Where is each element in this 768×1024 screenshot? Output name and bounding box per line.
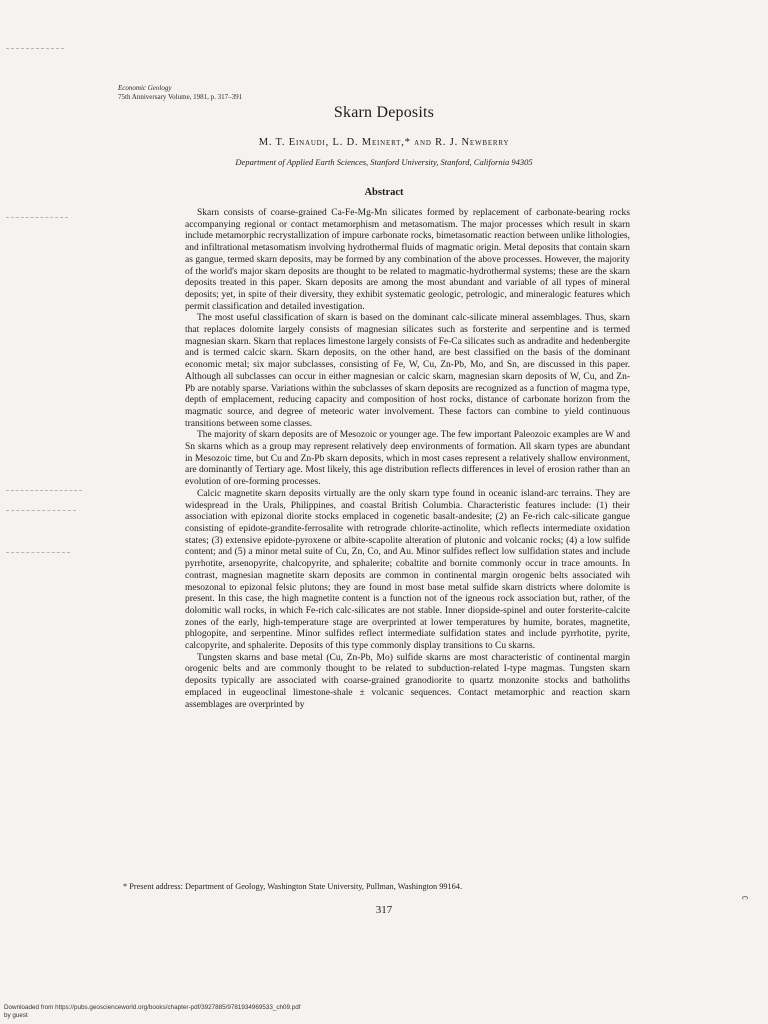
abstract-paragraph: The majority of skarn deposits are of Mesozoic or younger age. The few important Paleozoic examples are W and Sn skarns which as a group may represent relatively deep environments of formation. All skarn types are abundant in Mesozoic time, but Cu and Zn-Pb skarn deposits, which in most cases represent a relatively shallow environment, are dominantly of Tertiary age. Most likely, this age distribution reflects differences in level of erosion rather than an evolution of ore-forming processes. <box>185 430 630 488</box>
abstract-paragraph: Calcic magnetite skarn deposits virtually are the only skarn type found in oceanic island-arc terrains. They are widespread in the Urals, Philippines, and coastal British Columbia. Characteristic features include: (1) their association with epizonal diorite stocks emplaced in cogenetic basalt-andesite; (2) an Fe-rich calc-silicate gangue consisting of epidote-grandite-ferrosalite with retrograde chlorite-actinolite, which reflects intermediate oxidation states; (3) extensive epidote-pyroxene or albite-scapolite alteration of plutonic and volcanic rocks; (4) a low sulfide content; and (5) a minor metal suite of Cu, Zn, Co, and Au. Minor sulfides reflect low sulfidation states and include pyrrhotite, arsenopyrite, chalcopyrite, and sphalerite; cobaltite and bornite commonly occur in trace amounts. In contrast, magnesian magnetite skarn deposits are common in continental margin orogenic belts associated wih mesozonal to epizonal felsic plutons; they are found in most base metal sulfide skarn districts where dolomite is present. In this case, the high magnetite content is a function not of the igneous rock association but, rather, of the dolomitic wall rocks, in which Fe-rich calc-silicates are not stable. Inner diopside-spinel and outer forsterite-calcite zones of the early, high-temperature stage are overprinted at lower temperatures by humite, borates, magnetite, phlogopite, and serpentine. Minor sulfides reflect intermediate sulfidation states and include pyrrhotite, pyrite, calcopyrite, and sphalerite. Deposits of this type commonly display transitions to Cu skarns. <box>185 488 630 652</box>
author-affiliation: Department of Applied Earth Sciences, Stanford University, Stanford, California 94305 <box>235 157 533 167</box>
download-notice <box>4 1004 301 1020</box>
abstract-paragraph: The most useful classification of skarn is based on the dominant calc-silicate mineral assemblages. Thus, skarn that replaces dolomite largely consists of magnesian silicates such as forsterite and serpentine and is termed magnesian skarn. Skarn that replaces limestone largely consists of Fe-Ca silicates such as andradite and hedenbergite and is termed calcic skarn. Skarn deposits, on the other hand, are best classified on the basis of the dominant economic metal; six major subclasses, consisting of Fe, W, Cu, Zn-Pb, Mo, and Sn, are discussed in this paper. Although all subclasses can occur in either magnesian or calcic skarn, magnesian skarn deposits of W, Cu, and Zn-Pb are notably sparse. Variations within the subclasses of skarn deposits are recognized as a function of magma type, depth of emplacement, reducing capacity and composition of host rocks, distance of carbonate horizon from the magmatic source, and degree of meteoric water involvement. These factors can combine to yield continuous transitions between some classes. <box>185 313 630 429</box>
abstract-paragraph: Skarn consists of coarse-grained Ca-Fe-Mg-Mn silicates formed by replacement of carbonate-bearing rocks accompanying regional or contact metamorphism and metasomatism. The major processes which result in skarn include metamorphic recrystallization of impure carbonate rocks, bimetasomatic reaction between unlike lithologies, and infiltrational metasomatism involving hydrothermal fluids of magmatic origin. Metal deposits that contain skarn as gangue, termed skarn deposits, may be formed by any combination of the above processes. However, the majority of the world's major skarn deposits are thought to be related to magmatic-hydrothermal systems; these are the skarn deposits treated in this paper. Skarn deposits are among the most abundant and variable of all types of mineral deposits; yet, in spite of their diversity, they exhibit systematic geologic, petrologic, and mineralogic features which permit classification and detailed investigation. <box>185 208 630 312</box>
scan-speck <box>742 896 748 900</box>
margin-scan-mark <box>6 552 70 553</box>
page-number: 317 <box>375 904 393 916</box>
author-footnote: * Present address: Department of Geology, Washington State University, Pullman, Washington 99164. <box>123 882 463 891</box>
margin-scan-mark <box>6 48 64 49</box>
journal-name: Economic Geology <box>118 84 172 92</box>
abstract-body <box>185 208 630 711</box>
abstract-paragraph: Tungsten skarns and base metal (Cu, Zn-Pb, Mo) sulfide skarns are most characteristic of continental margin orogenic belts and are commonly thought to be related to subduction-related I-type magmas. Tungsten skarn deposits typically are associated with coarse-grained granodiorite to quartz monzonite stocks and batholiths emplaced in eugeoclinal limestone-shale ± volcanic sequences. Contact metamorphic and reaction skarn assemblages are overprinted by <box>185 652 630 710</box>
margin-scan-mark <box>6 217 68 218</box>
article-authors: M. T. Einaudi, L. D. Meinert,* and R. J. Newberry <box>258 137 510 148</box>
article-title: Skarn Deposits <box>333 104 435 121</box>
journal-volume: 75th Anniversary Volume, 1981, p. 317–391 <box>118 93 243 101</box>
download-guest-line: by guest <box>4 1012 28 1019</box>
margin-scan-mark <box>6 490 82 491</box>
download-url-line: Downloaded from https://pubs.geoscienceworld.org/books/chapter-pdf/3927885/9781934969533_ch09.pdf <box>4 1004 301 1011</box>
journal-citation <box>118 84 242 102</box>
abstract-heading: Abstract <box>364 187 404 198</box>
margin-scan-mark <box>6 510 76 511</box>
